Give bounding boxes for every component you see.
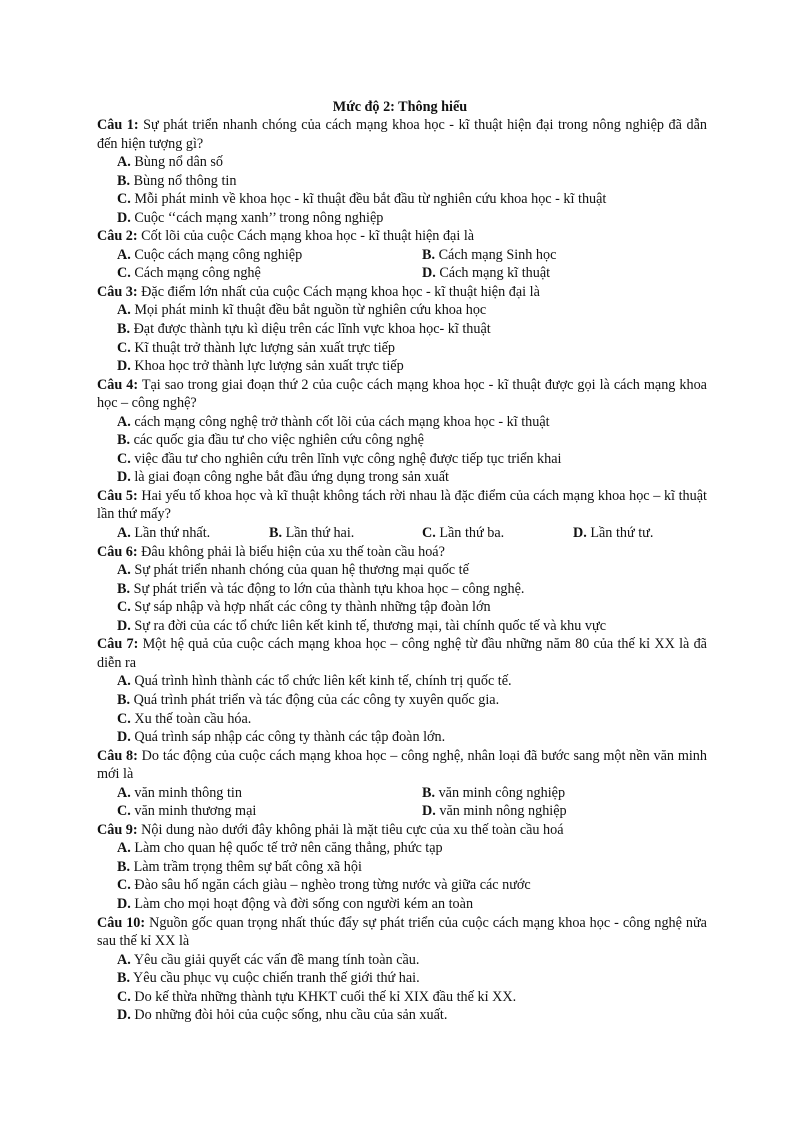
answer-option (117, 784, 242, 803)
option-text: Lần thứ ba. (435, 525, 505, 542)
option-text: Xu thế toàn cầu hóa. (130, 710, 252, 727)
question-number: Câu 8: (97, 747, 138, 764)
option-text: Cuộc ‘‘cách mạng xanh’’ trong nông nghiệp (130, 209, 384, 226)
question (97, 487, 707, 543)
option-text: Sự sáp nhập và hợp nhất các công ty thành những tập đoàn lớn (130, 599, 491, 616)
answer-option (97, 1006, 707, 1025)
question-number: Câu 4: (97, 376, 139, 393)
option-label: D. (422, 265, 436, 282)
option-text: Do kế thừa những thành tựu KHKT cuối thế kỉ XIX đầu thế kỉ XX. (130, 988, 517, 1005)
question-stem (97, 821, 707, 840)
option-text: Quá trình hình thành các tổ chức liên kết kinh tế, chính trị quốc tế. (130, 673, 512, 690)
answer-option (97, 876, 707, 895)
option-text: Lần thứ tư. (586, 525, 654, 542)
question-text: Tại sao trong giai đoạn thứ 2 của cuộc cách mạng khoa học - kĩ thuật được gọi là cách mạng khoa học – công nghệ? (97, 376, 707, 412)
question-stem (97, 227, 707, 246)
question-number: Câu 1: (97, 117, 139, 133)
answer-option (117, 246, 302, 265)
option-text: văn minh thương mại (130, 803, 257, 820)
question (97, 227, 707, 283)
option-text: văn minh thông tin (130, 784, 242, 801)
answer-option (97, 580, 707, 599)
answer-option (97, 209, 707, 228)
answer-option (97, 153, 707, 172)
option-label: C. (117, 988, 131, 1005)
option-label: D. (117, 1007, 131, 1024)
answer-option (97, 839, 707, 858)
question-text: Đâu không phải là biểu hiện của xu thế toàn cầu hoá? (137, 543, 445, 560)
option-label: D. (117, 469, 131, 486)
option-text: các quốc gia đầu tư cho việc nghiên cứu công nghệ (130, 432, 424, 449)
answer-option (97, 172, 707, 191)
option-text: Cách mạng công nghệ (130, 265, 261, 282)
answer-option (97, 450, 707, 469)
option-label: D. (573, 525, 587, 542)
answer-option (117, 264, 261, 283)
answer-option (269, 524, 354, 543)
option-text: văn minh công nghiệp (435, 784, 566, 801)
option-text: Sự phát triển và tác động to lớn của thành tựu khoa học – công nghệ. (130, 580, 525, 597)
section-title: Mức độ 2: Thông hiểu (332, 99, 468, 115)
option-label: C. (117, 599, 131, 616)
question-stem (97, 376, 707, 413)
question (97, 283, 707, 376)
question (97, 635, 707, 746)
option-text: Sự ra đời của các tổ chức liên kết kinh tế, thương mại, tài chính quốc tế và khu vực (130, 617, 606, 634)
question-stem (97, 543, 707, 562)
answer-option (97, 895, 707, 914)
question-stem (97, 914, 707, 951)
option-label: B. (269, 525, 283, 542)
question (97, 376, 707, 487)
question (97, 747, 707, 821)
question-number: Câu 6: (97, 543, 138, 560)
answer-option (97, 357, 707, 376)
question-number: Câu 10: (97, 914, 146, 931)
option-label: A. (117, 154, 131, 171)
answer-option (422, 802, 567, 821)
option-text: Kĩ thuật trở thành lực lượng sản xuất trực tiếp (130, 339, 396, 356)
answer-option (97, 969, 707, 988)
option-label: B. (117, 580, 131, 597)
option-label: C. (117, 450, 131, 467)
question-stem (97, 283, 707, 302)
answer-option (97, 339, 707, 358)
answer-option (97, 672, 707, 691)
option-text: Yêu cầu giải quyết các vấn đề mang tính toàn cầu. (130, 951, 420, 968)
option-label: D. (117, 209, 131, 226)
option-text: Yêu cầu phục vụ cuộc chiến tranh thế giới thứ hai. (130, 970, 420, 987)
option-text: văn minh nông nghiệp (435, 803, 567, 820)
answer-option (97, 858, 707, 877)
answer-option (97, 561, 707, 580)
option-label: A. (117, 951, 131, 968)
option-label: B. (117, 691, 131, 708)
option-text: Do những đòi hỏi của cuộc sống, nhu cầu của sản xuất. (130, 1007, 448, 1024)
question-text: Cốt lõi của cuộc Cách mạng khoa học - kĩ thuật hiện đại là (137, 228, 475, 245)
option-text: Làm cho quan hệ quốc tế trở nên căng thẳng, phức tạp (130, 840, 443, 857)
answer-option (97, 951, 707, 970)
option-label: C. (117, 877, 131, 894)
question-text: Đặc điểm lớn nhất của cuộc Cách mạng khoa học - kĩ thuật hiện đại là (137, 283, 540, 300)
question (97, 543, 707, 636)
answer-row (97, 524, 707, 543)
option-text: là giai đoạn công nghe bắt đầu ứng dụng trong sản xuất (130, 469, 449, 486)
question-text: Hai yếu tố khoa học và kĩ thuật không tách rời nhau là đặc điểm của cách mạng khoa học – kĩ thuật lần thứ mấy? (97, 487, 707, 523)
option-text: cách mạng công nghệ trở thành cốt lõi của cách mạng khoa học - kĩ thuật (130, 413, 550, 430)
answer-option (97, 728, 707, 747)
answer-option (97, 320, 707, 339)
question-list (97, 116, 707, 1025)
option-label: D. (422, 803, 436, 820)
question-text: Nguồn gốc quan trọng nhất thúc đẩy sự phát triển của cuộc cách mạng khoa học - công nghệ nửa sau thế kỉ XX là (97, 914, 707, 950)
answer-row (97, 802, 707, 821)
option-label: D. (117, 895, 131, 912)
option-text: Mỗi phát minh về khoa học - kĩ thuật đều bắt đầu từ nghiên cứu khoa học - kĩ thuật (130, 191, 607, 208)
option-text: Bùng nổ dân số (130, 154, 224, 171)
option-label: D. (117, 358, 131, 375)
question (97, 914, 707, 1025)
answer-option (97, 431, 707, 450)
option-label: A. (117, 302, 131, 319)
question-number: Câu 7: (97, 636, 139, 653)
option-label: A. (117, 246, 131, 263)
option-label: B. (117, 970, 131, 987)
option-label: A. (117, 525, 131, 542)
option-text: Sự phát triển nhanh chóng của quan hệ thương mại quốc tế (130, 562, 469, 579)
option-label: A. (117, 784, 131, 801)
question-text: Một hệ quả của cuộc cách mạng khoa học – công nghệ từ đầu những năm 80 của thế kỉ XX là đã diễn ra (97, 636, 707, 671)
answer-option (422, 246, 556, 265)
option-label: A. (117, 562, 131, 579)
question-stem (97, 635, 707, 672)
option-text: Quá trình sáp nhập các công ty thành các tập đoàn lớn. (130, 729, 446, 746)
question (97, 821, 707, 914)
answer-option (97, 413, 707, 432)
option-text: Lần thứ hai. (282, 525, 355, 542)
option-text: Cuộc cách mạng công nghiệp (130, 246, 303, 263)
option-text: Làm cho mọi hoạt động và đời sống con người kém an toàn (130, 895, 474, 912)
answer-option (97, 691, 707, 710)
option-label: D. (117, 729, 131, 746)
question-stem (97, 116, 707, 153)
answer-option (422, 524, 504, 543)
answer-option (97, 598, 707, 617)
answer-row (97, 246, 707, 265)
answer-row (97, 784, 707, 803)
answer-option (97, 617, 707, 636)
option-label: B. (117, 172, 131, 189)
option-label: C. (117, 339, 131, 356)
question-text: Sự phát triển nhanh chóng của cách mạng khoa học - kĩ thuật hiện đại trong nông nghiệp đã dẫn đến hiện tượng gì? (97, 117, 707, 152)
question-text: Nội dung nào dưới đây không phải là mặt tiêu cực của xu thế toàn cầu hoá (137, 821, 564, 838)
question-number: Câu 9: (97, 821, 138, 838)
option-label: C. (117, 191, 131, 208)
answer-option (573, 524, 653, 543)
option-label: B. (422, 784, 436, 801)
option-label: A. (117, 413, 131, 430)
option-text: Đạt được thành tựu kì diệu trên các lĩnh vực khoa học- kĩ thuật (130, 321, 491, 338)
option-label: C. (117, 710, 131, 727)
option-label: B. (422, 246, 436, 263)
option-text: Lần thứ nhất. (130, 525, 211, 542)
answer-option (117, 524, 210, 543)
answer-option (97, 468, 707, 487)
option-label: B. (117, 321, 131, 338)
question-number: Câu 3: (97, 283, 138, 300)
answer-option (97, 988, 707, 1007)
answer-option (97, 710, 707, 729)
option-text: Khoa học trở thành lực lượng sản xuất trực tiếp (130, 358, 404, 375)
option-text: Mọi phát minh kĩ thuật đều bắt nguồn từ nghiên cứu khoa học (130, 302, 487, 319)
question-stem (97, 487, 707, 524)
option-text: Đào sâu hố ngăn cách giàu – nghèo trong từng nước và giữa các nước (130, 877, 531, 894)
option-text: Cách mạng kĩ thuật (435, 265, 551, 282)
answer-option (97, 301, 707, 320)
answer-option (97, 190, 707, 209)
option-text: Làm trầm trọng thêm sự bất công xã hội (130, 858, 362, 875)
answer-row (97, 264, 707, 283)
option-label: D. (117, 617, 131, 634)
question-stem (97, 747, 707, 784)
question-number: Câu 5: (97, 487, 138, 504)
answer-option (117, 802, 256, 821)
question-text: Do tác động của cuộc cách mạng khoa học – công nghệ, nhân loại đã bước sang một nền văn minh mới là (97, 747, 707, 783)
answer-option (422, 264, 550, 283)
option-label: A. (117, 840, 131, 857)
question-number: Câu 2: (97, 228, 138, 245)
option-label: B. (117, 858, 131, 875)
option-text: Cách mạng Sinh học (435, 246, 557, 263)
option-label: C. (422, 525, 436, 542)
answer-option (422, 784, 565, 803)
question (97, 116, 707, 227)
option-text: việc đầu tư cho nghiên cứu trên lĩnh vực công nghệ được tiếp tục triển khai (130, 450, 562, 467)
option-text: Bùng nổ thông tin (130, 172, 237, 189)
option-label: A. (117, 673, 131, 690)
option-label: C. (117, 803, 131, 820)
option-label: B. (117, 432, 131, 449)
option-label: C. (117, 265, 131, 282)
option-text: Quá trình phát triển và tác động của các công ty xuyên quốc gia. (130, 691, 500, 708)
